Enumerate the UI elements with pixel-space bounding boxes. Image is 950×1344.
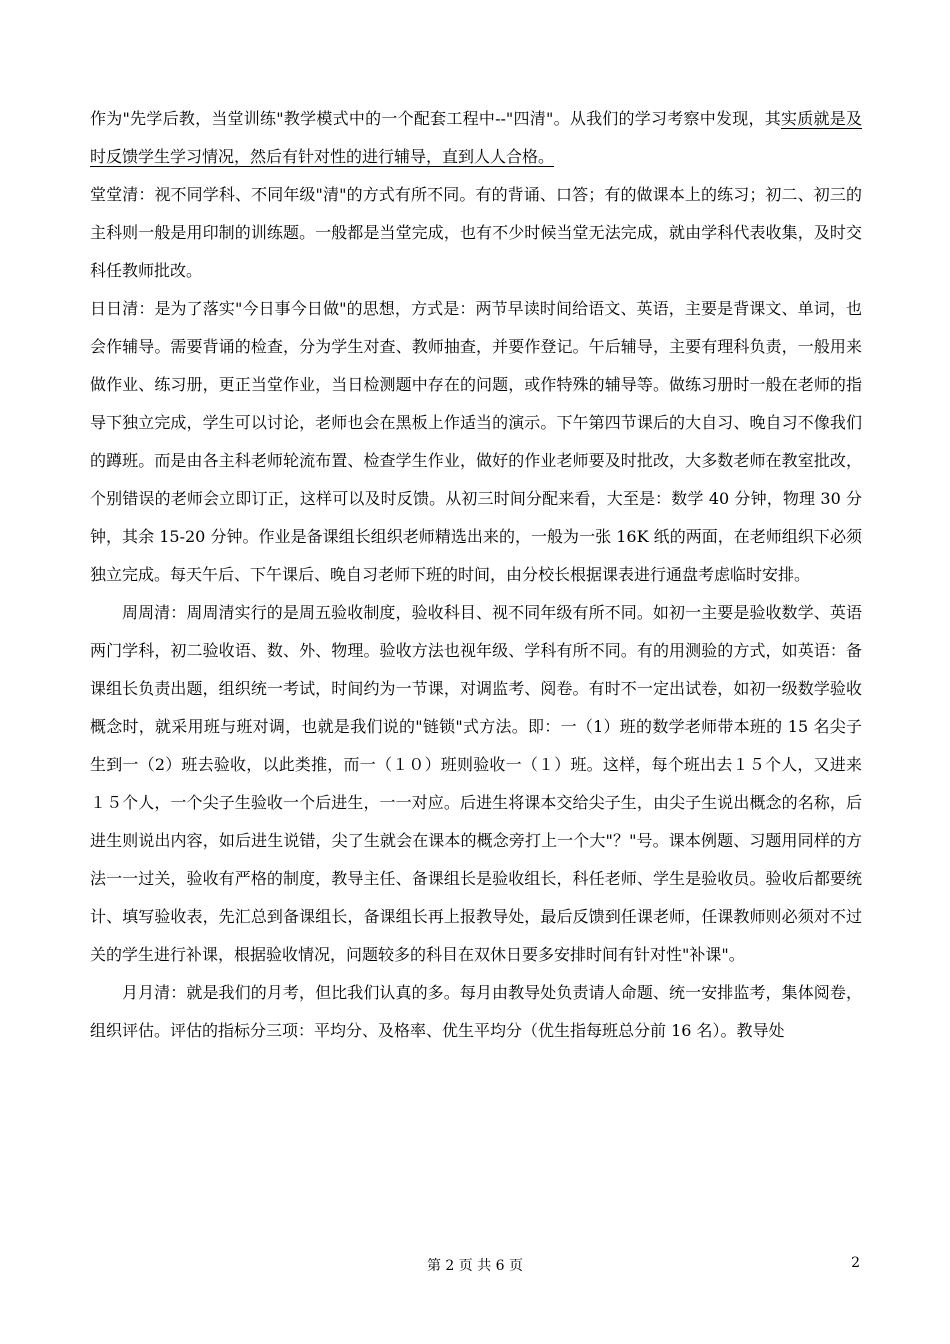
page-info: 第 2 页 共 6 页 xyxy=(426,1258,524,1274)
paragraph-class-clear: 堂堂清：视不同学科、不同年级"清"的方式有所不同。有的背诵、口答；有的做课本上的练习；初二、初三的主科则一般是用印制的训练题。一般都是当堂完成，也有不少时候当堂无法完成，就由学科代表收集，及时交科任教师批改。 xyxy=(90,185,862,280)
page-number: 2 xyxy=(851,1255,860,1271)
paragraph-intro xyxy=(90,100,862,176)
paragraph-weekly-clear: 周周清：周周清实行的是周五验收制度，验收科目、视不同年级有所不同。如初一主要是验收数学、英语两门学科，初二验收语、数、外、物理。验收方法也视年级、学科有所不同。有的用测验的方式，如英语：备课组长负责出题，组织统一考试，时间约为一节课，对调监考、阅卷。有时不一定出试卷，如初一级数学验收概念时，就采用班与班对调，也就是我们说的"链锁"式方法。即：一（1）班的数学老师带本班的 15 名尖子生到一（2）班去验收，以此类推，而一（１０）班则验收一（１）班。这样，每个班出去１５个人，又进来１５个人，一个尖子生验收一个后进生，一一对应。后进生将课本交给尖子生，由尖子生说出概念的名称，后进生则说出内容，如后进生说错，尖了生就会在课本的概念旁打上一个大"？"号。课本例题、习题用同样的方法一一过关，验收有严格的制度，教导主任、备课组长是验收组长，科任老师、学生是验收员。验收后都要统计、填写验收表，先汇总到备课组长，备课组长再上报教导处，最后反馈到任课老师，任课教师则必须对不过关的学生进行补课，根据验收情况，问题较多的科目在双休日要多安排时间有针对性"补课"。 xyxy=(90,603,862,964)
intro-text: 作为"先学后教，当堂训练"教学模式中的一个配套工程中--"四清"。从我们的学习考察中发现，其 xyxy=(90,109,781,128)
paragraph-monthly-clear: 月月清：就是我们的月考，但比我们认真的多。每月由教导处负责请人命题、统一安排监考，集体阅卷，组织评估。评估的指标分三项：平均分、及格率、优生平均分（优生指每班总分前 16 名）。教导处 xyxy=(90,983,862,1040)
intro-underlined-text: 实质就是及时反馈学生学习情况，然后有针对性的进行辅导，直到人人合格。 xyxy=(90,109,862,166)
paragraph-daily-clear: 日日清：是为了落实"今日事今日做"的思想，方式是：两节早读时间给语文、英语，主要是背课文、单词，也会作辅导。需要背诵的检查，分为学生对查、教师抽查，并要作登记。午后辅导，主要有理科负责，一般用来做作业、练习册，更正当堂作业，当日检测题中存在的问题，或作特殊的辅导等。做练习册时一般在老师的指导下独立完成，学生可以讨论，老师也会在黑板上作适当的演示。下午第四节课后的大自习、晚自习不像我们的蹲班。而是由各主科老师轮流布置、检查学生作业，做好的作业老师要及时批改，大多数老师在教室批改，个别错误的老师会立即订正，这样可以及时反馈。从初三时间分配来看，大至是：数学 40 分钟，物理 30 分钟，其余 15-20 分钟。作业是备课组长组织老师精选出来的，一般为一张 16K 纸的两面，在老师组织下必须独立完成。每天午后、下午课后、晚自习老师下班的时间，由分校长根据课表进行通盘考虑临时安排。 xyxy=(90,299,862,584)
body-text xyxy=(90,100,862,1050)
